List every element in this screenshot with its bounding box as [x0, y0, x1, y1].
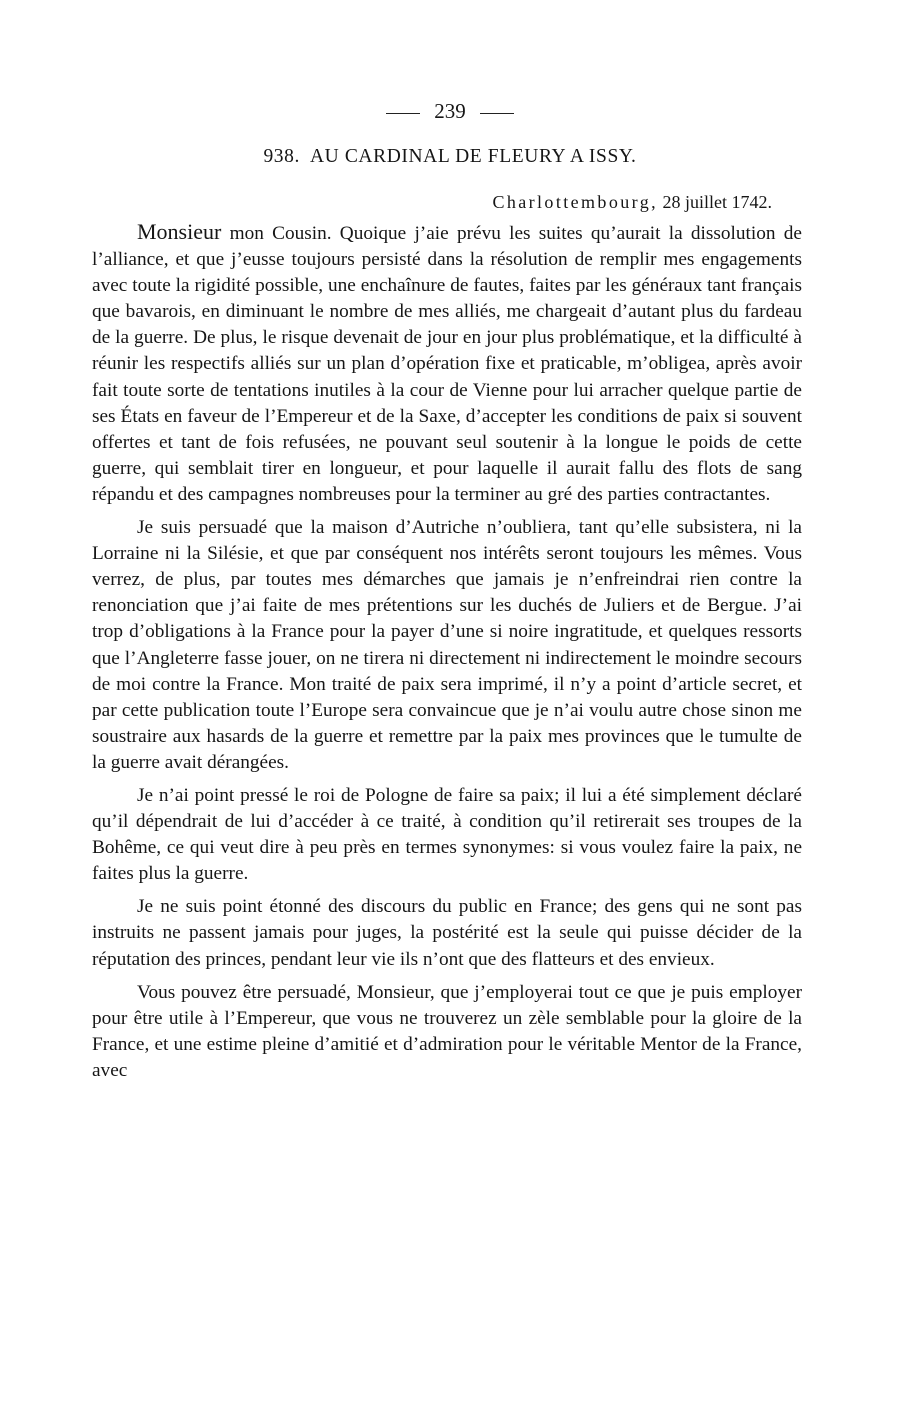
paragraph-1-lead-word: Monsieur — [137, 219, 222, 244]
paragraph-5-text: Vous pouvez être persuadé, Monsieur, que j’employerai tout ce que je puis employer pour être utile à l’Empereur, que vous ne trouverez un zèle semblable pour la gloire de la France, et une estime pleine d’amitié et d’admiration pour le véritable Mentor de la France, avec — [92, 981, 802, 1081]
letter-number: 938. — [263, 146, 300, 167]
paragraph-1-text: mon Cousin. Quoique j’aie prévu les suites qu’aurait la dissolution de l’alliance, et que j’eusse toujours persisté dans la résolution de remplir mes engagements avec toute la rigidité possible, une enchaînure de fautes, faites par les généraux tant français que bavarois, en diminuant le nombre de mes alliés, me chargeait d’autant plus du fardeau de la guerre. De plus, le risque devenait de jour en jour plus problématique, et la difficulté à réunir les respectifs alliés sur un plan d’opération fixe et praticable, m’obligea, après avoir fait toute sorte de tentations inutiles à la cour de Vienne pour lui arracher quelque partie de ses États en faveur de l’Empereur et de la Saxe, d’accepter les conditions de paix si souvent offertes et tant de fois refusées, ne pouvant seul soutenir à la longue le poids de cette guerre, qui semblait tirer en longueur, et pour laquelle il aurait fallu des flots de sang répandu et des campagnes nombreuses pour la terminer au gré des parties contractantes. — [92, 223, 802, 505]
letter-title: AU CARDINAL DE FLEURY A ISSY. — [309, 146, 637, 167]
paragraph-2-text: Je suis persuadé que la maison d’Autriche n’oubliera, tant qu’elle subsistera, ni la Lorraine ni la Silésie, et que par conséquent nos intérêts seront toujours les mêmes. Vous verrez, de plus, par toutes mes démarches que jamais je n’enfreindrai rien contre la renonciation que j’ai faite de mes prétentions sur les duchés de Juliers et de Bergue. J’ai trop d’obligations à la France pour la payer d’une si noire ingratitude, et quelques ressorts que l’Angleterre fasse jouer, on ne tirera ni directement ni indirectement le moindre secours de moi contre la France. Mon traité de paix sera imprimé, il n’y a point d’article secret, et par cette publication toute l’Europe sera convaincue que je n’ai voulu autre chose sinon me soustraire aux hasards de la guerre et remettre par la paix mes provinces que le tumulte de la guerre avait dérangées. — [92, 517, 802, 773]
dateline-date: 28 juillet 1742. — [662, 192, 772, 212]
page-number-line — [0, 98, 900, 124]
letter-heading — [0, 144, 900, 170]
paragraph-4 — [92, 894, 802, 972]
paragraph-3-text: Je n’ai point pressé le roi de Pologne de faire sa paix; il lui a été simplement déclaré qu’il dépendrait de lui d’accéder à ce traité, à condition qu’il retirerait ses troupes de la Bohême, ce qui veut dire à peu près en termes synonymes: si vous voulez faire la paix, ne faites plus la guerre. — [92, 784, 802, 885]
left-dash — [386, 113, 420, 114]
right-dash — [480, 113, 514, 114]
paragraph-3 — [92, 783, 802, 887]
letter-body — [92, 219, 802, 1091]
paragraph-1 — [92, 219, 802, 508]
paragraph-2 — [92, 515, 802, 776]
paragraph-4-text: Je ne suis point étonné des discours du public en France; des gens qui ne sont pas instruits ne passent jamais pour juges, la postérité est la seule qui puisse décider de la réputation des princes, pendant leur vie ils n’ont que des flatteurs et des envieux. — [92, 896, 802, 970]
paragraph-5 — [92, 980, 802, 1084]
dateline-place: Charlottembourg, — [492, 192, 658, 212]
dateline — [492, 190, 772, 214]
page-number: 239 — [434, 99, 466, 123]
